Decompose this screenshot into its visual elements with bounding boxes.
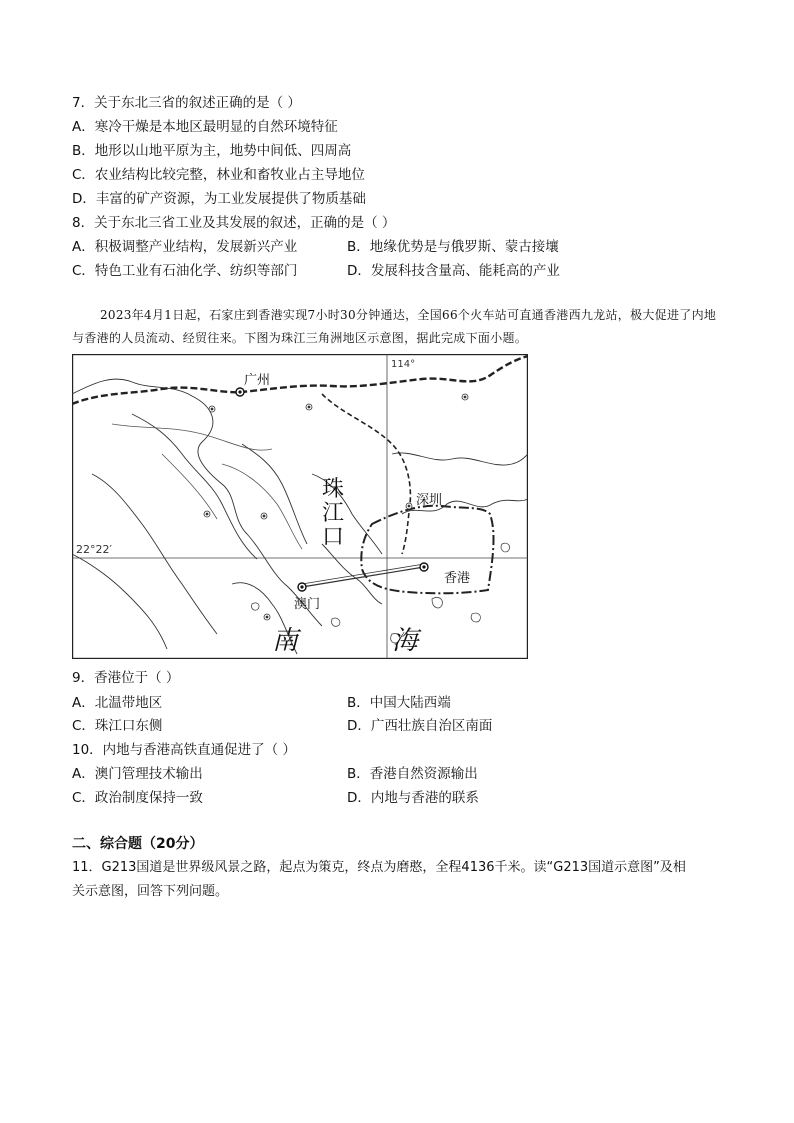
- reading-passage: 2023年4月1日起，石家庄到香港实现7小时30分钟通达，全国66个火车站可直通香港西九龙站，极大促进了内地与香港的人员流动、经贸往来。下图为珠江三角洲地区示意图，据此完成下面小题。: [72, 308, 717, 345]
- label-longitude: 114°: [391, 359, 416, 370]
- label-kou: 口: [322, 525, 345, 550]
- q7-option-d: D．丰富的矿产资源，为工业发展提供了物质基础: [72, 191, 366, 207]
- label-jiang: 江: [322, 501, 345, 526]
- label-shenzhen: 深圳: [416, 493, 443, 508]
- q8-option-b: B．地缘优势是与俄罗斯、蒙古接壤: [347, 239, 559, 255]
- label-zhu: 珠: [322, 477, 345, 502]
- q9-option-a: A．北温带地区: [72, 695, 163, 711]
- q9-option-c: C．珠江口东侧: [72, 718, 163, 734]
- q10-option-a: A．澳门管理技术输出: [72, 766, 203, 782]
- q8-option-c: C．特色工业有石油化学、纺织等部门: [72, 263, 298, 279]
- q9-stem: 9．香港位于（ ）: [72, 670, 180, 686]
- q10-option-d: D．内地与香港的联系: [347, 790, 479, 806]
- label-guangzhou: 广州: [244, 373, 271, 388]
- q7-option-a: A．寒冷干燥是本地区最明显的自然环境特征: [72, 119, 338, 135]
- q8-stem: 8．关于东北三省工业及其发展的叙述，正确的是（ ）: [72, 215, 396, 231]
- section-2-heading: 二、综合题（20分）: [72, 836, 204, 852]
- q8-option-a: A．积极调整产业结构，发展新兴产业: [72, 239, 298, 255]
- label-latitude: 22°22′: [76, 543, 112, 556]
- q10-option-b: B．香港自然资源输出: [347, 766, 478, 782]
- pearl-river-delta-map: [72, 354, 528, 659]
- label-hai: 海: [392, 626, 419, 656]
- q10-stem: 10．内地与香港高铁直通促进了（ ）: [72, 742, 296, 758]
- label-nan: 南: [272, 626, 299, 656]
- q7-option-c: C．农业结构比较完整，林业和畜牧业占主导地位: [72, 167, 365, 183]
- q11-line-2: 关示意图，回答下列问题。: [72, 884, 229, 899]
- label-macau: 澳门: [294, 597, 321, 612]
- q8-option-d: D．发展科技含量高、能耗高的产业: [347, 263, 560, 279]
- q7-stem: 7．关于东北三省的叙述正确的是（ ）: [72, 95, 301, 111]
- q9-option-d: D．广西壮族自治区南面: [347, 718, 493, 734]
- q11-line-1: 11．G213国道是世界级风景之路，起点为策克，终点为磨憨，全程4136千米。读“G213国道示意图”及相: [72, 860, 686, 875]
- label-hongkong: 香港: [444, 571, 471, 586]
- q10-option-c: C．政治制度保持一致: [72, 790, 203, 806]
- q7-option-b: B．地形以山地平原为主，地势中间低、四周高: [72, 143, 352, 159]
- q9-option-b: B．中国大陆西端: [347, 695, 451, 711]
